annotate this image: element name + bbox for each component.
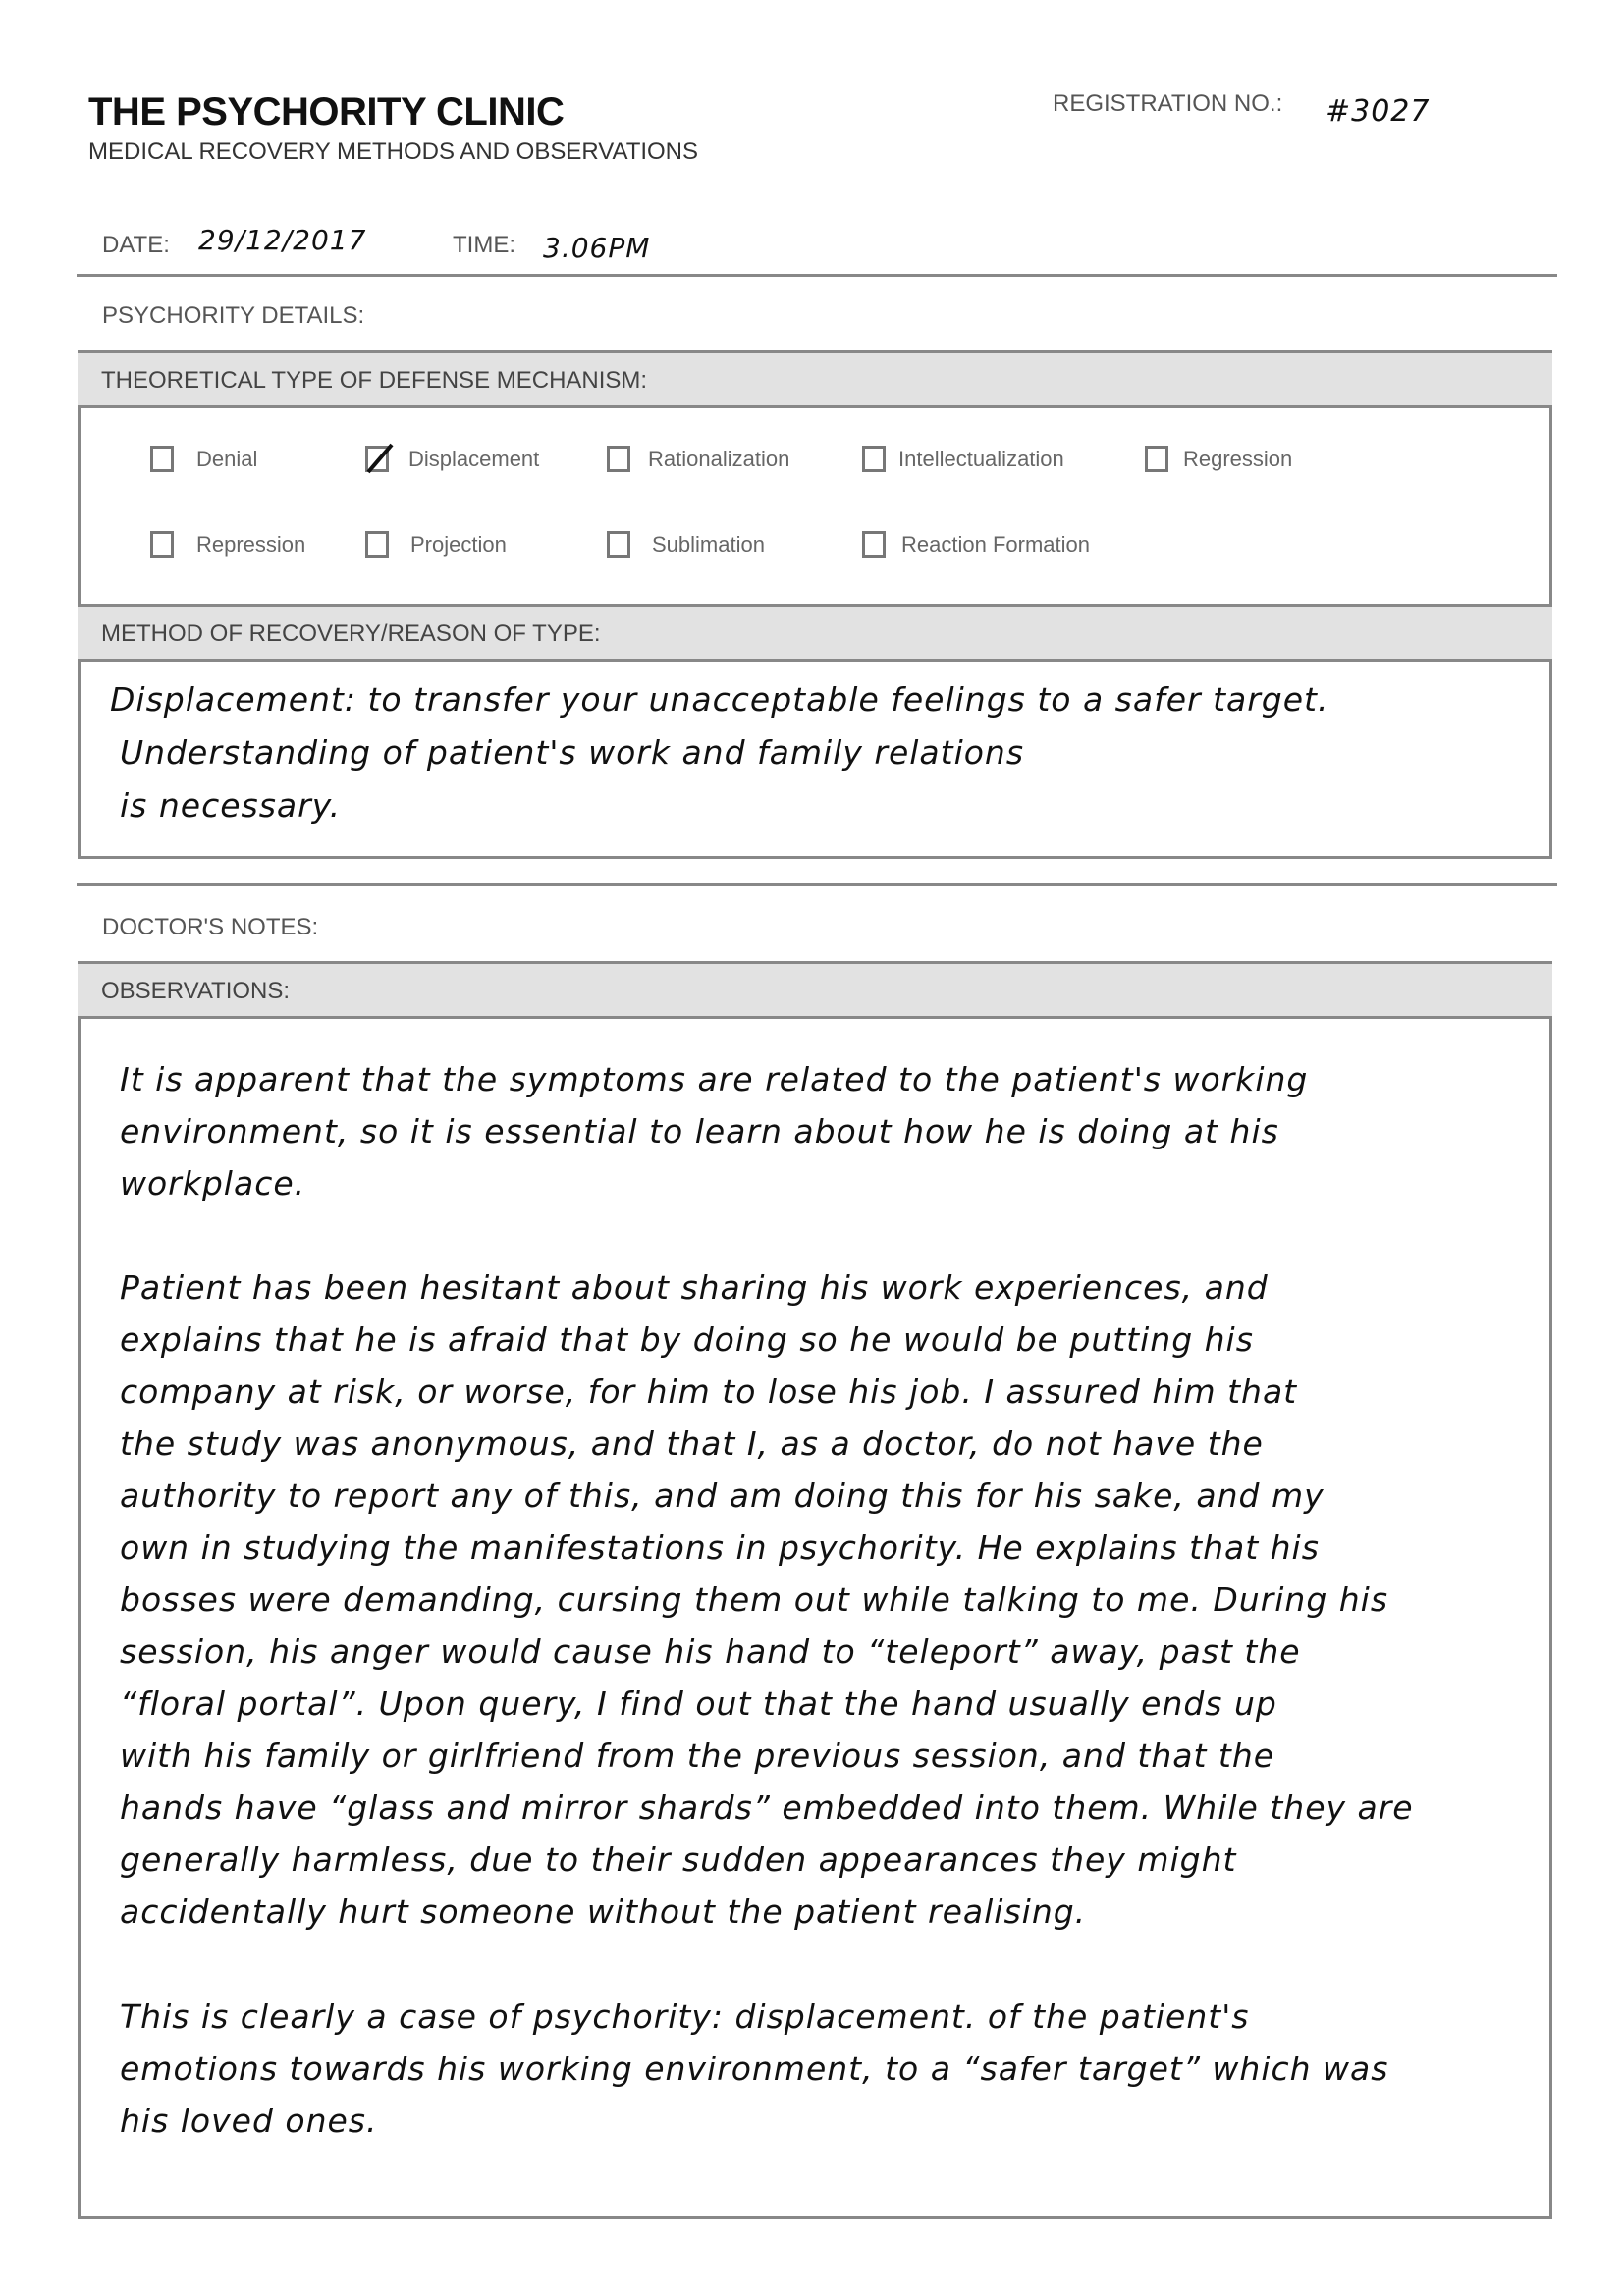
option-label: Denial xyxy=(196,447,258,471)
observation-line[interactable]: authority to report any of this, and am doing this for his sake, and my xyxy=(120,1476,1325,1515)
method-line[interactable]: is necessary. xyxy=(120,786,342,825)
checkbox-reaction-formation[interactable] xyxy=(862,531,886,558)
mechanism-header xyxy=(78,350,1552,408)
doctors-notes-label: DOCTOR'S NOTES: xyxy=(102,914,319,940)
method-line[interactable]: Displacement: to transfer your unacceptable feelings to a safer target. xyxy=(110,680,1329,719)
checkbox-regression[interactable] xyxy=(1145,446,1168,472)
observation-line[interactable]: This is clearly a case of psychority: displacement. of the patient's xyxy=(120,1998,1250,2036)
option-label: Repression xyxy=(196,532,306,557)
time-label: TIME: xyxy=(453,232,515,258)
date-label: DATE: xyxy=(102,232,170,258)
observation-line[interactable]: company at risk, or worse, for him to lose his job. I assured him that xyxy=(120,1372,1298,1411)
observation-line[interactable]: generally harmless, due to their sudden appearances they might xyxy=(120,1841,1237,1879)
checkbox-repression[interactable] xyxy=(150,531,174,558)
option-label: Intellectualization xyxy=(898,447,1064,471)
observation-line[interactable]: bosses were demanding, cursing them out while talking to me. During his xyxy=(120,1580,1389,1619)
option-label: Sublimation xyxy=(652,532,765,557)
method-header xyxy=(78,604,1552,662)
observation-line[interactable]: workplace. xyxy=(120,1164,306,1202)
checkbox-sublimation[interactable] xyxy=(607,531,630,558)
observation-line[interactable]: session, his anger would cause his hand to “teleport” away, past the xyxy=(120,1632,1301,1671)
time-value[interactable]: 3.06PM xyxy=(543,232,651,264)
observation-line[interactable]: with his family or girlfriend from the previous session, and that the xyxy=(120,1736,1275,1775)
clinic-title: THE PSYCHORITY CLINIC xyxy=(88,90,565,133)
observations-header-text: OBSERVATIONS: xyxy=(101,978,291,1004)
observation-line[interactable]: the study was anonymous, and that I, as a doctor, do not have the xyxy=(120,1424,1264,1463)
psychority-details-label: PSYCHORITY DETAILS: xyxy=(102,302,365,329)
checkbox-intellectualization[interactable] xyxy=(862,446,886,472)
observation-line[interactable]: emotions towards his working environment, to a “safer target” which was xyxy=(120,2050,1389,2088)
observation-line[interactable]: Patient has been hesitant about sharing his work experiences, and xyxy=(120,1268,1269,1307)
option-label: Displacement xyxy=(408,447,540,471)
divider xyxy=(77,883,1557,886)
checkbox-projection[interactable] xyxy=(365,531,389,558)
option-label: Regression xyxy=(1183,447,1293,471)
mechanism-header-text: THEORETICAL TYPE OF DEFENSE MECHANISM: xyxy=(101,367,648,394)
method-header-text: METHOD OF RECOVERY/REASON OF TYPE: xyxy=(101,620,601,647)
registration-value[interactable]: #3027 xyxy=(1326,94,1431,129)
observation-line[interactable]: own in studying the manifestations in psychority. He explains that his xyxy=(120,1528,1320,1567)
option-label: Projection xyxy=(410,532,507,557)
checkbox-denial[interactable] xyxy=(150,446,174,472)
registration-label: REGISTRATION NO.: xyxy=(1053,90,1283,117)
observation-line[interactable]: environment, so it is essential to learn about how he is doing at his xyxy=(120,1112,1279,1150)
checkbox-displacement[interactable] xyxy=(365,446,389,472)
method-line[interactable]: Understanding of patient's work and family relations xyxy=(120,733,1025,772)
observations-header xyxy=(78,961,1552,1019)
date-value[interactable]: 29/12/2017 xyxy=(198,224,367,256)
divider xyxy=(77,274,1557,277)
observation-line[interactable]: explains that he is afraid that by doing so he would be putting his xyxy=(120,1320,1254,1359)
observation-line[interactable]: It is apparent that the symptoms are related to the patient's working xyxy=(120,1060,1309,1098)
option-label: Rationalization xyxy=(648,447,790,471)
checkbox-rationalization[interactable] xyxy=(607,446,630,472)
check-mark-icon xyxy=(364,439,396,478)
observation-line[interactable]: accidentally hurt someone without the patient realising. xyxy=(120,1893,1087,1931)
form-subtitle: MEDICAL RECOVERY METHODS AND OBSERVATIONS xyxy=(88,138,699,165)
observation-line[interactable]: “floral portal”. Upon query, I find out that the hand usually ends up xyxy=(120,1684,1277,1723)
observation-line[interactable]: his loved ones. xyxy=(120,2102,378,2140)
option-label: Reaction Formation xyxy=(901,532,1090,557)
observation-line[interactable]: hands have “glass and mirror shards” embedded into them. While they are xyxy=(120,1789,1414,1827)
